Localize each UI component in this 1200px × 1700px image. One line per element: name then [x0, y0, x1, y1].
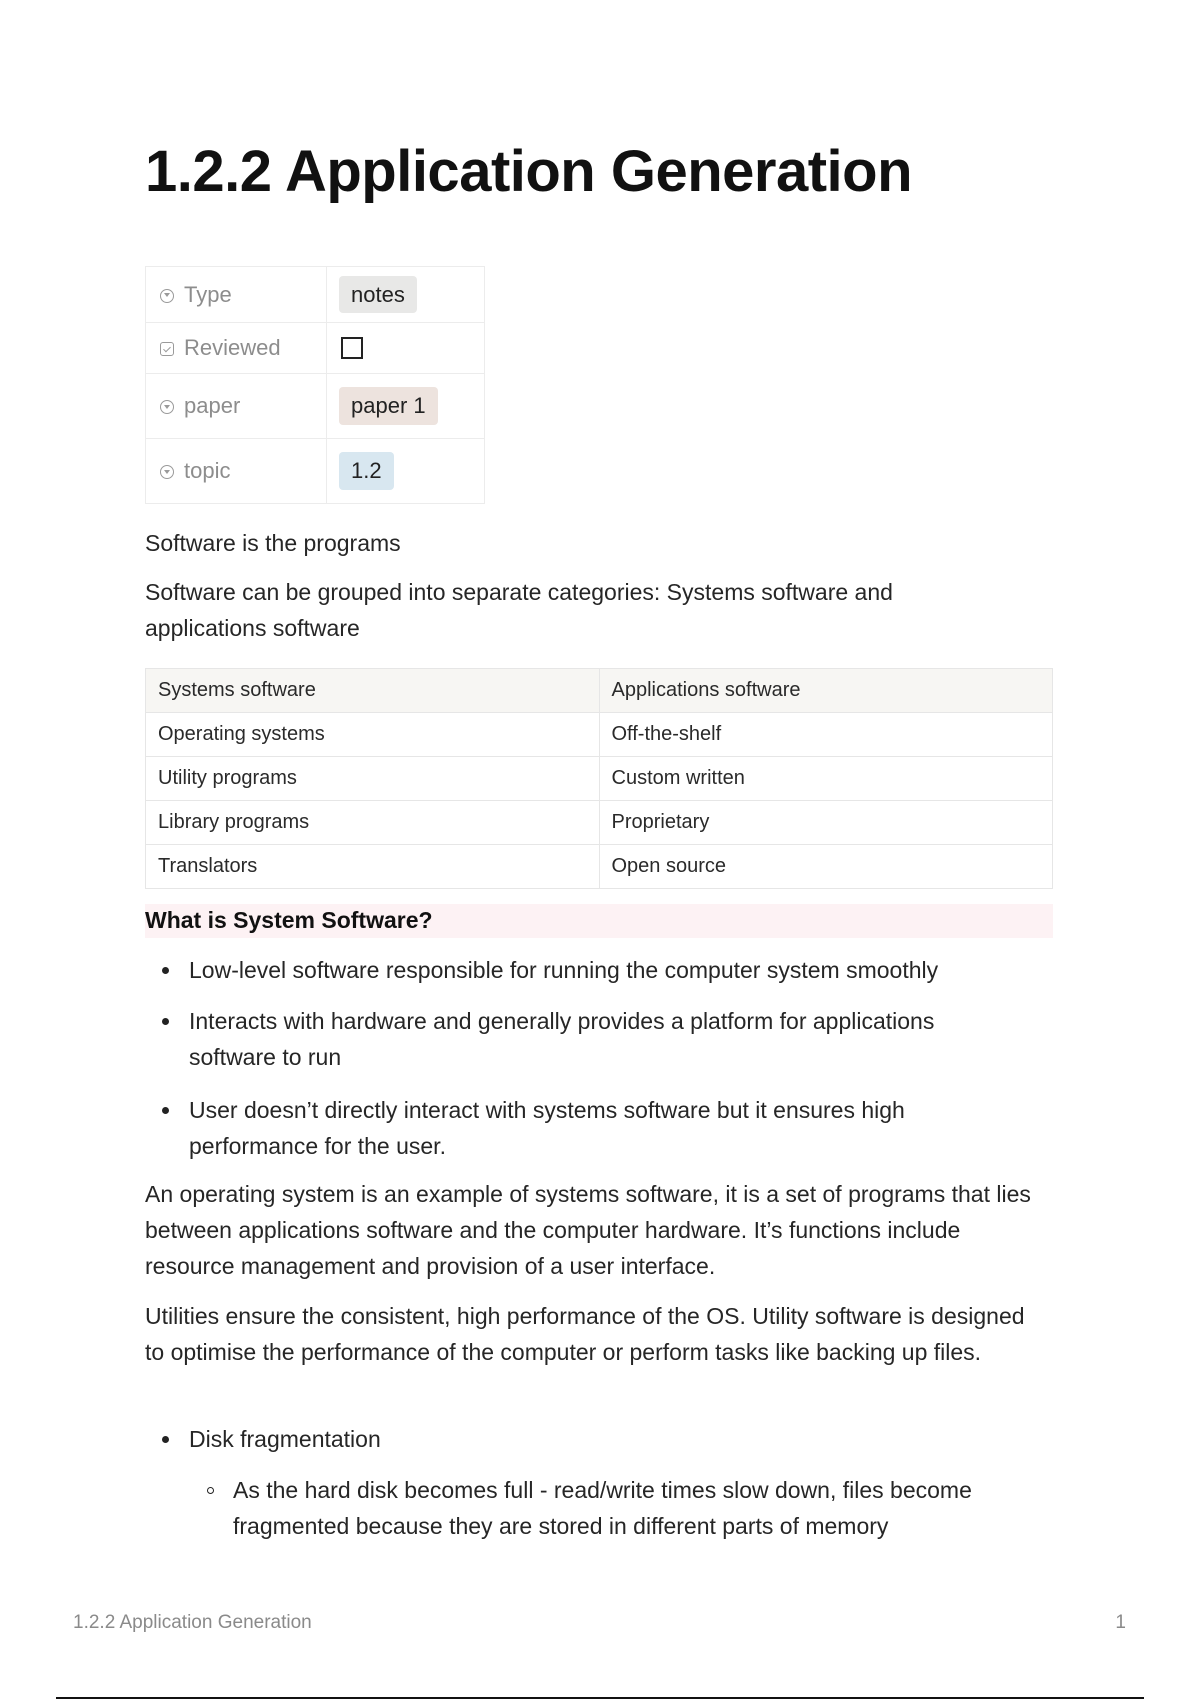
property-key: topic	[184, 458, 231, 483]
table-cell: Utility programs	[146, 757, 600, 801]
table-header-cell: Applications software	[599, 669, 1053, 713]
properties-table	[145, 266, 485, 504]
type-tag[interactable]: notes	[339, 276, 417, 313]
table-cell: Open source	[599, 845, 1053, 889]
paragraph-utilities: Utilities ensure the consistent, high performance of the OS. Utility software is designed to optimise the performance of the computer or perform tasks like backing up files.	[145, 1303, 1025, 1365]
property-key: Reviewed	[184, 335, 281, 360]
callout-heading	[145, 904, 1053, 938]
table-cell: Custom written	[599, 757, 1053, 801]
select-icon	[160, 400, 174, 414]
nested-list-item: As the hard disk becomes full - read/write times slow down, files become fragmented because they are stored in different parts of memory	[233, 1472, 1053, 1544]
list-item: User doesn’t directly interact with systems software but it ensures high performance for the user.	[189, 1092, 969, 1164]
table-row	[146, 845, 1053, 889]
paragraph-operating-system: An operating system is an example of systems software, it is a set of programs that lies between applications software and the computer hardware. It’s functions include resource management and provision of a user interface.	[145, 1181, 1031, 1279]
table-row	[146, 757, 1053, 801]
list-item: Low-level software responsible for running the computer system smoothly	[189, 952, 1039, 988]
paragraph-software-definition: Software is the programs	[145, 530, 401, 556]
bottom-divider	[56, 1697, 1144, 1699]
checkbox-icon	[160, 342, 174, 356]
reviewed-checkbox[interactable]	[341, 337, 363, 359]
property-row-paper	[146, 374, 485, 439]
page-title: 1.2.2 Application Generation	[145, 139, 913, 204]
property-key: paper	[184, 393, 241, 418]
property-row-type	[146, 267, 485, 323]
table-header-cell: Systems software	[146, 669, 600, 713]
table-cell: Off-the-shelf	[599, 713, 1053, 757]
table-cell: Translators	[146, 845, 600, 889]
table-cell: Operating systems	[146, 713, 600, 757]
table-row	[146, 713, 1053, 757]
select-icon	[160, 465, 174, 479]
page-number: 1	[1115, 1612, 1126, 1633]
property-row-reviewed	[146, 323, 485, 374]
list-item: Interacts with hardware and generally provides a platform for applications software to run	[189, 1003, 989, 1075]
footer-title: 1.2.2 Application Generation	[73, 1612, 312, 1633]
paper-tag[interactable]: paper 1	[339, 387, 438, 424]
table-header-row	[146, 669, 1053, 713]
list-item: Disk fragmentation	[189, 1421, 1039, 1457]
table-cell: Proprietary	[599, 801, 1053, 845]
paragraph-software-categories: Software can be grouped into separate categories: Systems software and applications software	[145, 579, 893, 641]
property-row-topic	[146, 439, 485, 504]
software-table	[145, 668, 1053, 889]
property-key: Type	[184, 281, 232, 307]
table-row	[146, 801, 1053, 845]
topic-tag[interactable]: 1.2	[339, 452, 394, 489]
table-cell: Library programs	[146, 801, 600, 845]
callout-heading-text: What is System Software?	[145, 907, 433, 933]
select-icon	[160, 289, 174, 303]
